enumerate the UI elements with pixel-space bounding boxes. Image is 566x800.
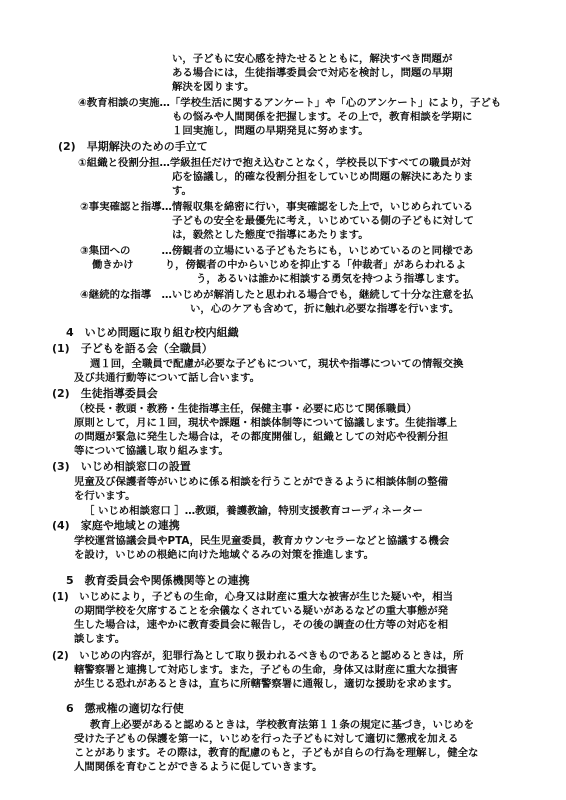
- section-heading: 4 いじめ問題に取り組む校内組織: [66, 326, 239, 339]
- text-line: い，心のケアも含めて，折に触れ必要な指導を行います。: [190, 303, 460, 315]
- text-line: 轄警察署と連携して対応します。また，子どもの生命，身体又は財産に重大な損害: [74, 664, 458, 676]
- text-line: 及び共通行動等について話し合います。: [74, 372, 260, 384]
- subsection-heading: (4) 家庭や地域との連携: [52, 519, 180, 532]
- subsection-heading: (1) 子どもを語る会（全職員）: [52, 342, 213, 355]
- text-line: 解決を図ります。: [172, 81, 255, 93]
- text-line: 週１回，全職員で配慮が必要な子どもについて，現状や指導についての情報交換: [90, 358, 464, 370]
- text-line: を設け，いじめの根絶に向けた地域ぐるみの対策を推進します。: [74, 549, 375, 561]
- text-line: ②事実確認と指導…情報収集を綿密に行い，事実確認をした上で，いじめられている: [80, 201, 474, 213]
- text-line: の期間学校を欠席することを余儀なくされている疑いがあるなどの重大事態が発: [74, 605, 449, 617]
- subsection-heading: (3) いじめ相談窓口の設置: [52, 460, 191, 473]
- text-line: ［ いじめ相談窓口 ］…教頭，養護教諭，特別支援教育コーディネーター: [84, 505, 423, 517]
- text-line: ①組織と役割分担…学級担任だけで抱え込むことなく，学校長以下すべての職員が対: [78, 157, 471, 169]
- text-line: (2) いじめの内容が，犯罪行為として取り扱われるべきものであると認めるときは，所: [52, 650, 464, 662]
- text-line: 受けた子どもの保護を第一に，いじめを行った子どもに対して適切に懲戒を加える: [74, 733, 459, 745]
- text-line: は，毅然とした態度で指導にあたります。: [172, 229, 369, 241]
- text-line: （校長・教頭・教務・生徒指導主任，保健主事・必要に応じて関係職員）: [74, 403, 417, 415]
- text-line: が生じる恐れがあるときは，直ちに所轄警察署に通報し，適切な援助を求めます。: [74, 678, 458, 690]
- text-line: の問題が緊急に発生した場合は，その都度開催し，組織としての対応や役割分担: [74, 431, 449, 443]
- section-heading: 6 懲戒権の適切な行使: [66, 702, 184, 715]
- subsection-heading: (2) 生徒指導委員会: [52, 387, 158, 400]
- text-line: 談します。: [74, 633, 126, 645]
- text-line: ④教育相談の実施…「学校生活に関するアンケート」や「心のアンケート」により，子ども: [78, 97, 502, 109]
- text-line: 働きかけ り，傍観者の中からいじめを抑止する「仲裁者」があらわれるよ: [92, 259, 467, 271]
- text-line: 等について協議し取り組みます。: [74, 445, 229, 457]
- text-line: もの悩みや人間関係を把握します。その上で，教育相談を学期に: [172, 111, 473, 123]
- text-line: 児童及び保護者等がいじめに係る相談を行うことができるように相談体制の整備: [74, 476, 449, 488]
- text-line: 教育上必要があると認めるときは，学校教育法第１１条の規定に基づき，いじめを: [90, 719, 475, 731]
- text-line: 子どもの安全を最優先に考え，いじめている側の子どもに対して: [172, 215, 474, 227]
- text-line: 学校運営協議会員やPTA，民生児童委員，教育カウンセラーなどと協議する機会: [74, 535, 450, 547]
- text-line: (1) いじめにより，子どもの生命，心身又は財産に重大な被害が生じた疑いや，相当: [52, 591, 453, 603]
- text-line: ある場合には，生徒指導委員会で対応を検討し，問題の早期: [172, 67, 453, 79]
- text-line: 生した場合は，速やかに教育委員会に報告し，その後の調査の仕方等の対応を相: [74, 619, 449, 631]
- text-line: を行います。: [74, 490, 136, 502]
- text-line: ③集団への …傍観者の立場にいる子どもたちにも，いじめているのと同様であ: [80, 245, 474, 257]
- text-line: 原則として，月に１回，現状や課題・相談体制等について協議します。生徒指導上: [74, 417, 458, 429]
- text-line: 人間関係を育むことができるように促していきます。: [74, 761, 323, 773]
- subsection-heading: (2) 早期解決のための手立て: [58, 140, 208, 153]
- text-line: 応を協議し，的確な役割分担をしていじめ問題の解決にあたりま: [172, 171, 474, 183]
- text-line: う，あるいは誰かに相談する勇気を持つよう指導します。: [196, 273, 466, 285]
- section-heading: 5 教育委員会や関係機関等との連携: [66, 574, 250, 587]
- text-line: す。: [172, 185, 192, 197]
- text-line: １回実施し，問題の早期発見に努めます。: [172, 125, 369, 137]
- text-line: い，子どもに安心感を持たせるとともに，解決すべき問題が: [172, 53, 453, 65]
- text-line: ことがあります。その際は，教育的配慮のもと，子どもが自らの行為を理解し，健全な: [74, 747, 479, 759]
- text-line: ④継続的な指導 …いじめが解消したと思われる場合でも，継続して十分な注意を払: [80, 289, 474, 301]
